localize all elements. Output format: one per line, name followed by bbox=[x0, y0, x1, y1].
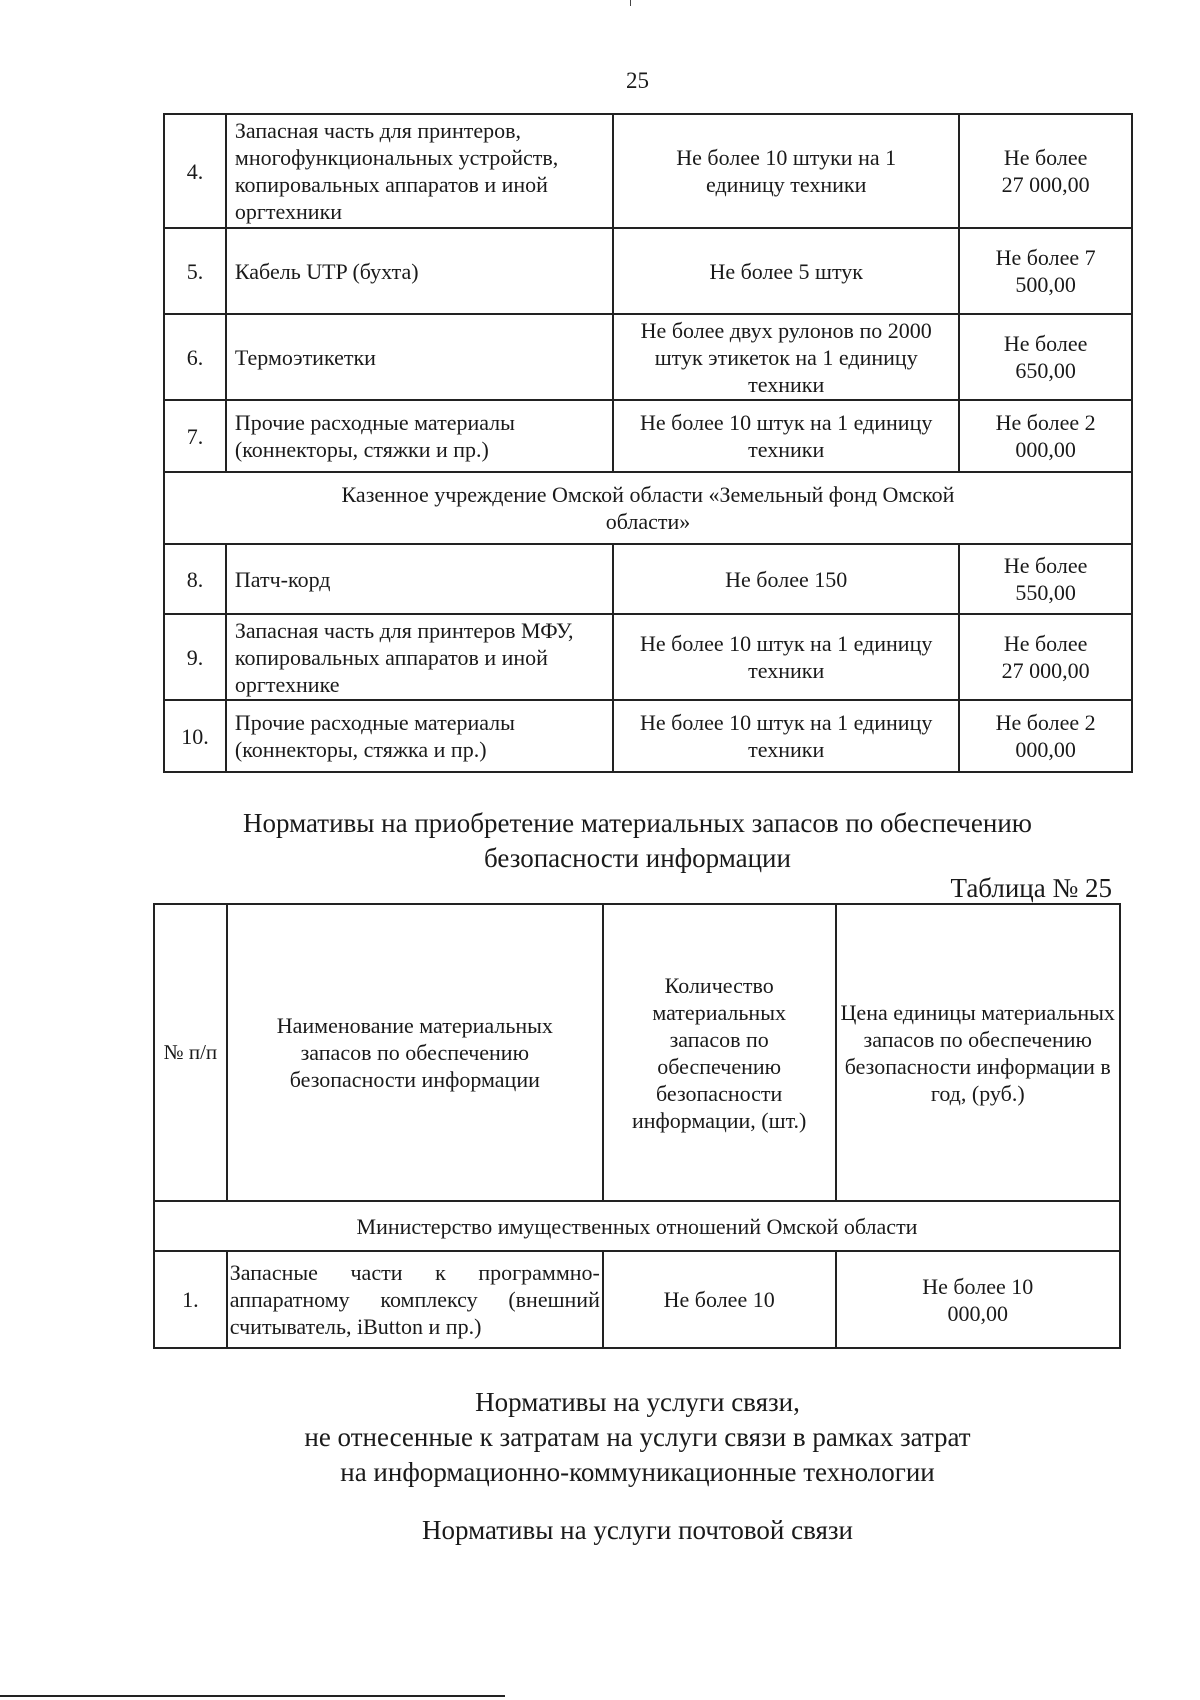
security-heading-line2: безопасности информации bbox=[484, 843, 791, 873]
row-qty: Не более 10 штук на 1 единицу техники bbox=[613, 400, 959, 472]
row-qty: Не более 10 штук на 1 единицу техники bbox=[613, 700, 959, 772]
row-name: Термоэтикетки bbox=[226, 314, 613, 400]
header-price: Цена единицы материальных запасов по обеспечению безопасности информации в год, (руб.) bbox=[836, 904, 1121, 1201]
scan-mark bbox=[630, 0, 631, 6]
row-price: Не более 27 000,00 bbox=[959, 114, 1132, 228]
table-row bbox=[154, 1251, 1120, 1348]
row-name: Запасная часть для принтеров, многофункциональных устройств, копировальных аппаратов и иной оргтехники bbox=[226, 114, 613, 228]
row-price: Не более 650,00 bbox=[959, 314, 1132, 400]
row-num: 10. bbox=[164, 700, 226, 772]
security-heading-line1: Нормативы на приобретение материальных запасов по обеспечению bbox=[243, 808, 1032, 838]
row-qty: Не более 150 bbox=[613, 544, 959, 614]
table-row bbox=[164, 400, 1132, 472]
row-name: Запасные части к программно-аппаратному комплексу (внешний считыватель, iButton и пр.) bbox=[227, 1251, 603, 1348]
table-25-header-row bbox=[154, 904, 1120, 1201]
comm-heading-line2: не отнесенные к затратам на услуги связи в рамках затрат bbox=[304, 1422, 971, 1452]
row-name: Прочие расходные материалы (коннекторы, стяжка и пр.) bbox=[226, 700, 613, 772]
row-price: Не более 7 500,00 bbox=[959, 228, 1132, 314]
table-label: Таблица № 25 bbox=[950, 873, 1112, 903]
row-price: Не более 27 000,00 bbox=[959, 614, 1132, 700]
row-qty: Не более двух рулонов по 2000 штук этикеток на 1 единицу техники bbox=[613, 314, 959, 400]
table-row bbox=[164, 544, 1132, 614]
section-row bbox=[164, 472, 1132, 544]
security-heading bbox=[0, 806, 1200, 876]
header-num: № п/п bbox=[154, 904, 227, 1201]
table-row bbox=[164, 614, 1132, 700]
table-row bbox=[164, 228, 1132, 314]
row-name: Прочие расходные материалы (коннекторы, стяжки и пр.) bbox=[226, 400, 613, 472]
table-25-section-row bbox=[154, 1201, 1120, 1251]
row-qty: Не более 10 штуки на 1 единицу техники bbox=[613, 114, 959, 228]
row-num: 6. bbox=[164, 314, 226, 400]
comm-heading bbox=[0, 1385, 1200, 1490]
row-name: Запасная часть для принтеров МФУ, копировальных аппаратов и иной оргтехнике bbox=[226, 614, 613, 700]
row-price: Не более 2 000,00 bbox=[959, 400, 1132, 472]
header-qty: Количество материальных запасов по обеспечению безопасности информации, (шт.) bbox=[603, 904, 836, 1201]
row-num: 9. bbox=[164, 614, 226, 700]
row-qty: Не более 10 штук на 1 единицу техники bbox=[613, 614, 959, 700]
top-table bbox=[163, 113, 1133, 773]
page-number: 25 bbox=[626, 68, 649, 93]
table-row bbox=[164, 114, 1132, 228]
row-num: 1. bbox=[154, 1251, 227, 1348]
post-heading: Нормативы на услуги почтовой связи bbox=[421, 1515, 854, 1545]
row-price: Не более 550,00 bbox=[959, 544, 1132, 614]
comm-heading-line1: Нормативы на услуги связи, bbox=[475, 1387, 800, 1417]
row-qty: Не более 10 bbox=[603, 1251, 836, 1348]
row-num: 4. bbox=[164, 114, 226, 228]
row-num: 5. bbox=[164, 228, 226, 314]
row-price: Не более 2 000,00 bbox=[959, 700, 1132, 772]
table-row bbox=[164, 700, 1132, 772]
table-row bbox=[164, 314, 1132, 400]
section-title: Казенное учреждение Омской области «Земельный фонд Омской области» bbox=[164, 472, 1132, 544]
table-25 bbox=[153, 903, 1121, 1349]
comm-heading-line3: на информационно-коммуникационные технологии bbox=[340, 1457, 935, 1487]
header-name: Наименование материальных запасов по обеспечению безопасности информации bbox=[227, 904, 603, 1201]
row-qty: Не более 5 штук bbox=[613, 228, 959, 314]
row-name: Патч-корд bbox=[226, 544, 613, 614]
section-title: Министерство имущественных отношений Омской области bbox=[154, 1201, 1120, 1251]
footer-rule bbox=[0, 1695, 505, 1697]
row-num: 7. bbox=[164, 400, 226, 472]
row-name: Кабель UTP (бухта) bbox=[226, 228, 613, 314]
row-price: Не более 10 000,00 bbox=[836, 1251, 1121, 1348]
row-num: 8. bbox=[164, 544, 226, 614]
top-table-body bbox=[164, 114, 1132, 772]
